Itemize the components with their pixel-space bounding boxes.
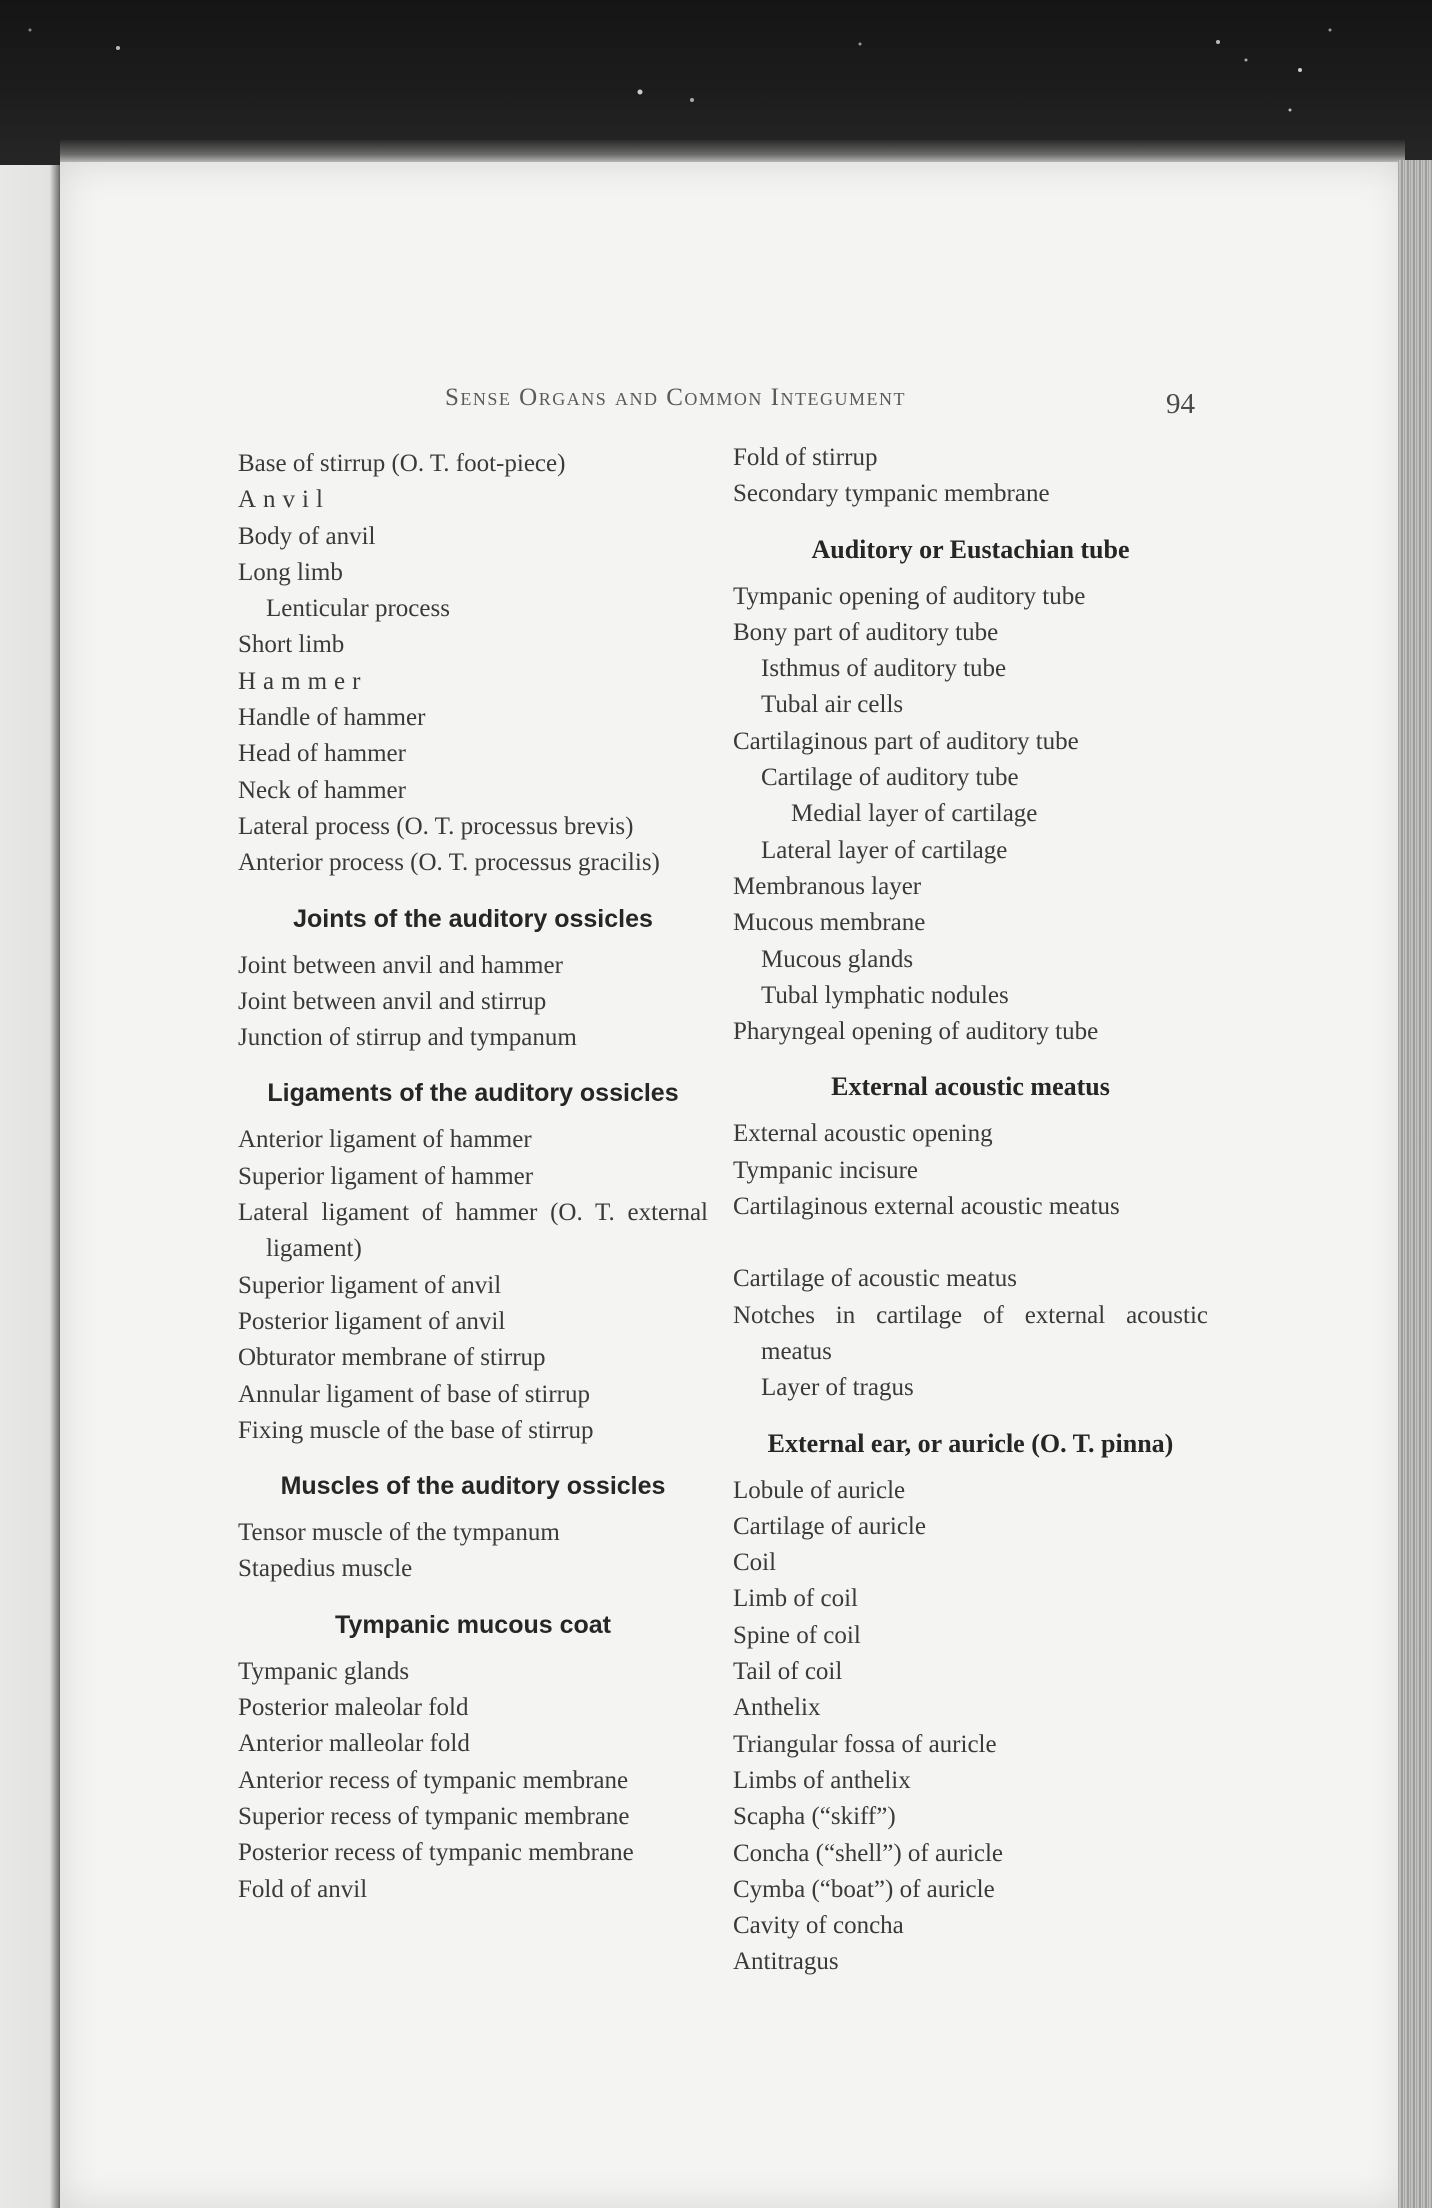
section-heading: Auditory or Eustachian tube bbox=[811, 534, 1130, 564]
term-entry: Superior ligament of hammer bbox=[238, 1162, 534, 1190]
term-entry: Limbs of anthelix bbox=[733, 1766, 911, 1794]
facing-page-edge bbox=[0, 165, 62, 2208]
term-entry: Tubal air cells bbox=[761, 691, 904, 719]
page-top-edge bbox=[60, 140, 1405, 164]
term-entry: Coil bbox=[733, 1549, 777, 1577]
term-entry: Lenticular process bbox=[266, 595, 450, 623]
term-entry: Cavity of concha bbox=[733, 1912, 904, 1940]
term-entry: Fixing muscle of the base of stirrup bbox=[238, 1416, 594, 1444]
term-entry: Head of hammer bbox=[238, 740, 406, 768]
right-column bbox=[733, 440, 1208, 1981]
section-heading: Muscles of the auditory ossicles bbox=[280, 1472, 666, 1501]
term-entry: Cartilaginous part of auditory tube bbox=[733, 727, 1079, 755]
blank-line bbox=[733, 1225, 1208, 1261]
section-heading: Tympanic mucous coat bbox=[335, 1610, 611, 1639]
term-entry: Posterior ligament of anvil bbox=[238, 1307, 506, 1335]
term-entry: Tympanic incisure bbox=[733, 1156, 918, 1184]
term-entry: Junction of stirrup and tympanum bbox=[238, 1024, 577, 1052]
term-entry: Anthelix bbox=[733, 1694, 821, 1722]
term-entry: Base of stirrup (O. T. foot-piece) bbox=[238, 450, 566, 477]
term-entry: Isthmus of auditory tube bbox=[761, 655, 1007, 683]
term-entry: Mucous membrane bbox=[733, 909, 926, 937]
term-entry: Lobule of auricle bbox=[733, 1476, 906, 1504]
term-entry: Layer of tragus bbox=[761, 1374, 914, 1402]
term-entry: Cartilage of auricle bbox=[733, 1512, 926, 1540]
term-entry: Anterior process (O. T. processus gracilis) bbox=[238, 849, 660, 877]
term-entry: Short limb bbox=[238, 631, 345, 659]
page-number: 94 bbox=[1166, 388, 1195, 420]
term-entry: Cymba (“boat”) of auricle bbox=[733, 1875, 995, 1903]
term-entry: Medial layer of cartilage bbox=[791, 800, 1038, 828]
section-heading: Joints of the auditory ossicles bbox=[293, 904, 653, 933]
term-entry: Obturator membrane of stirrup bbox=[238, 1344, 546, 1372]
term-entry: Long limb bbox=[238, 558, 343, 586]
term-entry: Body of anvil bbox=[238, 522, 376, 550]
running-head: Sense Organs and Common Integument bbox=[445, 384, 906, 411]
term-entry: Anterior recess of tympanic membrane bbox=[238, 1766, 629, 1794]
term-entry: Tubal lymphatic nodules bbox=[761, 981, 1009, 1009]
term-entry: External acoustic opening bbox=[733, 1120, 993, 1148]
term-entry: Stapedius muscle bbox=[238, 1555, 413, 1583]
term-entry: Posterior recess of tympanic membrane bbox=[238, 1839, 634, 1867]
term-entry: Joint between anvil and hammer bbox=[238, 951, 563, 979]
term-entry: Superior recess of tympanic membrane bbox=[238, 1802, 630, 1830]
term-entry: Anvil bbox=[238, 486, 330, 514]
term-entry: Spine of coil bbox=[733, 1621, 861, 1649]
term-entry: Bony part of auditory tube bbox=[733, 618, 999, 646]
left-column bbox=[238, 446, 708, 1908]
term-entry: Fold of stirrup bbox=[733, 444, 878, 471]
term-entry: Secondary tympanic membrane bbox=[733, 480, 1050, 508]
term-entry: Cartilaginous external acoustic meatus bbox=[733, 1193, 1120, 1221]
term-entry: Anterior malleolar fold bbox=[238, 1730, 470, 1758]
term-entry: Scapha (“skiff”) bbox=[733, 1803, 896, 1831]
term-entry: Hammer bbox=[238, 667, 368, 695]
term-entry: Fold of anvil bbox=[238, 1875, 368, 1903]
term-entry: Annular ligament of base of stirrup bbox=[238, 1380, 590, 1408]
term-entry: Triangular fossa of auricle bbox=[733, 1730, 997, 1758]
term-entry: Anterior ligament of hammer bbox=[238, 1126, 532, 1154]
term-entry: Limb of coil bbox=[733, 1585, 858, 1613]
term-entry: Tympanic glands bbox=[238, 1657, 410, 1685]
section-heading: Ligaments of the auditory ossicles bbox=[267, 1079, 679, 1108]
term-entry: Lateral layer of cartilage bbox=[761, 836, 1008, 864]
term-entry: Cartilage of acoustic meatus bbox=[733, 1265, 1017, 1293]
book-fore-edge bbox=[1398, 160, 1432, 2208]
term-entry: Handle of hammer bbox=[238, 704, 426, 732]
term-entry: Membranous layer bbox=[733, 872, 922, 900]
term-entry: Tail of coil bbox=[733, 1658, 843, 1686]
term-entry: Tensor muscle of the tympanum bbox=[238, 1519, 560, 1547]
term-entry: Lateral ligament of hammer (O. T. external ligament) bbox=[238, 1199, 708, 1263]
section-heading: External ear, or auricle (O. T. pinna) bbox=[767, 1428, 1174, 1458]
term-entry: Neck of hammer bbox=[238, 776, 406, 804]
term-entry: Posterior maleolar fold bbox=[238, 1694, 469, 1722]
term-entry: Notches in cartilage of external acoustic meatus bbox=[733, 1301, 1208, 1365]
term-entry: Concha (“shell”) of auricle bbox=[733, 1839, 1004, 1867]
term-entry: Antitragus bbox=[733, 1948, 839, 1976]
term-entry: Cartilage of auditory tube bbox=[761, 764, 1019, 792]
term-entry: Lateral process (O. T. processus brevis) bbox=[238, 812, 634, 840]
section-heading: External acoustic meatus bbox=[831, 1072, 1110, 1102]
term-entry: Joint between anvil and stirrup bbox=[238, 987, 547, 1015]
term-entry: Mucous glands bbox=[761, 945, 914, 973]
term-entry: Superior ligament of anvil bbox=[238, 1271, 502, 1299]
term-entry: Tympanic opening of auditory tube bbox=[733, 582, 1086, 610]
term-entry: Pharyngeal opening of auditory tube bbox=[733, 1018, 1099, 1046]
